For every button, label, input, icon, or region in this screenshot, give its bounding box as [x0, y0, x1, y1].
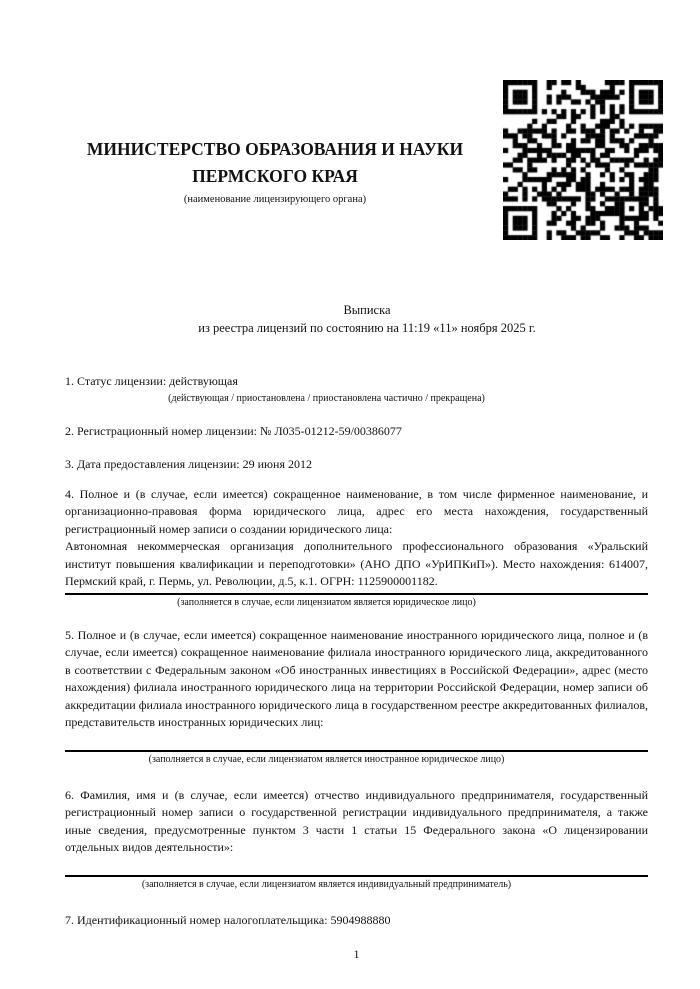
document-content	[65, 0, 648, 962]
extract-title-block	[65, 302, 648, 337]
item-foreign-entity	[65, 627, 648, 767]
page-number: 1	[353, 947, 360, 961]
legal-entity-question: 4. Полное и (в случае, если имеется) сокращенное наименование, в том числе фирменное наименование, и организационно-правовая форма юридического лица, адрес его места нахождения, государственный регистрационный номер записи о создании юридического лица:	[65, 486, 648, 536]
foreign-entity-blank-space	[65, 732, 648, 748]
item-taxpayer-number: 7. Идентификационный номер налогоплательщика: 5904988880	[65, 912, 391, 927]
foreign-entity-rule	[65, 750, 648, 752]
legal-entity-rule	[65, 593, 648, 595]
ministry-name-line1: МИНИСТЕРСТВО ОБРАЗОВАНИЯ И НАУКИ	[86, 139, 464, 159]
foreign-entity-question: 5. Полное и (в случае, если имеется) сокращенное наименование иностранного юридического лица, полное и (в случае, если имеется) сокращенное наименование филиала иностранного юридического лица, аккредитованного в соответствии с Федеральным законом «Об иностранных инвестициях в Российской Федерации», адрес (место нахождения) филиала иностранного юридического лица на территории Российской Федерации, номер записи об аккредитации филиала иностранного юридического лица в государственном реестре аккредитованных филиалов, представительств иностранных юридических лиц:	[65, 627, 648, 729]
individual-entrepreneur-blank-space	[65, 857, 648, 873]
item-individual-entrepreneur	[65, 787, 648, 892]
license-status-options-caption: (действующая / приостановлена / приостановлена частично / прекращена)	[168, 392, 485, 404]
individual-entrepreneur-caption: (заполняется в случае, если лицензиатом является индивидуальный предприниматель)	[141, 878, 512, 890]
license-status-text: 1. Статус лицензии: действующая	[65, 374, 238, 388]
item-legal-entity	[65, 486, 648, 610]
item-license-grant-date: 3. Дата предоставления лицензии: 29 июня 2012	[65, 457, 312, 471]
foreign-entity-caption: (заполняется в случае, если лицензиатом является иностранное юридическое лицо)	[148, 753, 505, 765]
ministry-name-line2: ПЕРМСКОГО КРАЯ	[192, 166, 358, 186]
item-registration-number: 2. Регистрационный номер лицензии: № Л035-01212-59/00386077	[65, 423, 402, 438]
ministry-header	[65, 136, 485, 206]
individual-entrepreneur-rule	[65, 875, 648, 877]
extract-date-line: из реестра лицензий по состоянию на 11:19 «11» ноября 2025 г.	[198, 320, 536, 335]
extract-title: Выписка	[343, 303, 391, 317]
legal-entity-value: Автономная некоммерческая организация дополнительного профессионального образования «Уральский институт повышения квалификации и переподготовки» (АНО ДПО «УрИПКиП»). Место нахождения: 614007, Пермский край, г. Пермь, ул. Революции, д.5, к.1. ОГРН: 1125900001182.	[65, 539, 648, 588]
legal-entity-caption: (заполняется в случае, если лицензиатом является юридическое лицо)	[177, 596, 476, 608]
item-license-status	[65, 373, 648, 406]
ministry-caption: (наименование лицензирующего органа)	[183, 194, 367, 205]
individual-entrepreneur-question: 6. Фамилия, имя и (в случае, если имеется) отчество индивидуального предпринимателя, государственный регистрационный номер записи о государственной регистрации индивидуального предпринимателя, а также иные сведения, предусмотренные пунктом 3 части 1 статьи 15 Федерального закона «О лицензировании отдельных видов деятельности»:	[65, 787, 648, 854]
